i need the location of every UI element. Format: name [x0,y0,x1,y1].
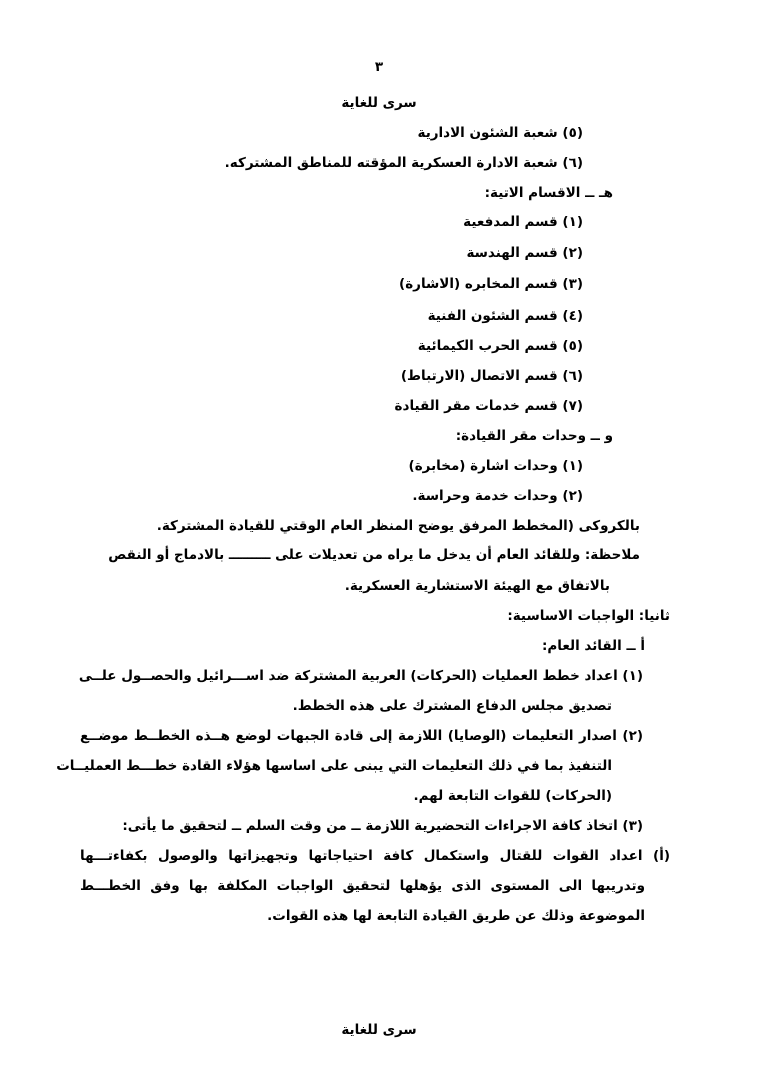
note-line: ملاحظة: وللقائد العام أن يدخل ما يراه من تعديلات على ـــــــــ بالادماج أو النقص [108,547,640,563]
classification-footer: سرى للغاية [341,1022,417,1038]
note-line: بالاتفاق مع الهيئة الاستشارية العسكرية. [344,578,610,594]
list-item: (٥) قسم الحرب الكيمائية [417,338,583,354]
paragraph-line: بالكروكى (المخطط المرفق يوضح المنظر العام الوقتي للقيادة المشتركة. [156,518,640,534]
subsection-heading: أ ــ القائد العام: [542,638,645,654]
list-item: (٧) قسم خدمات مقر القيادة [394,398,583,414]
section-heading: هـ ــ الاقسام الاتية: [484,185,613,201]
list-item: (٤) قسم الشئون الفنية [427,308,583,324]
section-heading: ثانيا: الواجبات الاساسية: [507,608,670,624]
list-item: (٣) قسم المخابره (الاشارة) [399,276,583,292]
classification-header: سرى للغاية [341,95,417,111]
list-item: (١) قسم المدفعية [463,214,583,230]
list-item: (١) وحدات اشارة (مخابرة) [408,458,583,474]
paragraph-line: (أ) اعداد القوات للقتال واستكمال كافة احتياجاتها وتجهيزاتها والوصول بكفاءتـــها [80,848,670,864]
list-item: (٥) شعبة الشئون الادارية [417,125,583,141]
paragraph-line: (٣) اتخاذ كافة الاجراءات التحضيرية اللازمة ــ من وقت السلم ــ لتحقيق ما يأتى: [122,818,643,834]
paragraph-line: (٢) اصدار التعليمات (الوصايا) اللازمة إلى قادة الجبهات لوضع هــذه الخطــط موضــع [80,728,643,744]
paragraph-line: (١) اعداد خطط العمليات (الحركات) العربية المشتركة ضد اســـرائيل والحصــول علــى [78,668,643,684]
section-heading: و ــ وحدات مقر القيادة: [455,428,613,444]
paragraph-line: الموضوعة وذلك عن طريق القيادة التابعة لها هذه القوات. [267,908,645,924]
paragraph-line: وتدريبها الى المستوى الذى يؤهلها لتحقيق الواجبات المكلفة بها وفق الخطـــط [80,878,645,894]
list-item: (٦) شعبة الادارة العسكرية المؤقته للمناطق المشتركه. [224,155,583,171]
paragraph-line: التنفيذ بما في ذلك التعليمات التي يبنى على اساسها هؤلاء القادة خطـــط العمليــات [56,758,612,774]
page-number: ٣ [374,59,384,75]
paragraph-line: تصديق مجلس الدفاع المشترك على هذه الخطط. [292,698,612,714]
paragraph-line: (الحركات) للقوات التابعة لهم. [413,788,612,804]
list-item: (٢) قسم الهندسة [466,245,583,261]
list-item: (٢) وحدات خدمة وحراسة. [412,488,583,504]
list-item: (٦) قسم الاتصال (الارتباط) [400,368,583,384]
